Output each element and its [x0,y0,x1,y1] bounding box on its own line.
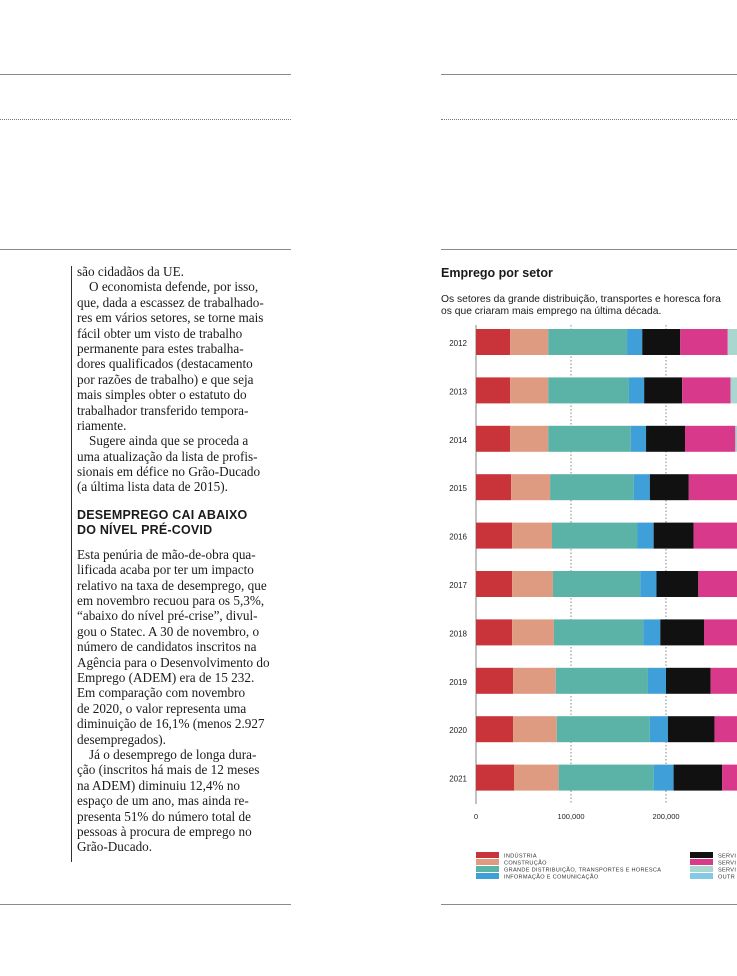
bar-segment [680,329,728,355]
bar-segment [654,765,674,791]
bar-segment [650,716,668,742]
bar-segment [548,426,631,452]
bar-segment [510,426,548,452]
text-line: espaço de um ano, mas ainda re- [77,793,249,809]
year-label: 2016 [449,532,467,542]
text-line: Grão-Ducado. [77,839,153,855]
bar-segment [476,716,513,742]
text-line: Agência para o Desenvolvimento do [77,654,270,670]
bar-segment [634,474,650,500]
bar-segment [674,765,722,791]
text-line: são cidadãos da UE. [77,264,184,279]
bar-segment [638,523,654,549]
bar-segment [476,474,511,500]
legend-label: SERVI [718,853,737,860]
legend-label: INFORMAÇÃO E COMUNICAÇÃO [504,874,599,881]
text-line: fácil obter um visto de trabalho [77,325,243,341]
bar-segment [666,668,711,694]
bar-segment [559,765,654,791]
chart-subtitle-line: Os setores da grande distribuição, transportes e horesca fora [441,294,721,305]
bar-segment [728,329,737,355]
year-label: 2013 [449,387,467,397]
chart-subtitle-line: os que criaram mais emprego na última década. [441,306,662,317]
bar-segment [513,716,557,742]
year-label: 2012 [449,339,467,348]
text-line: número de candidatos inscritos na [77,639,257,655]
text-line: presenta 51% do número total de [77,808,251,824]
bar-segment [646,426,685,452]
bar-segment [654,523,694,549]
bar-segment [556,668,648,694]
text-line: desempregados). [77,731,166,747]
text-line: pessoas à procura de emprego no [77,823,252,839]
bar-segment [657,571,699,597]
bar-segment [631,426,646,452]
text-line: em novembro recuou para os 5,3%, [77,593,265,609]
bar-segment [714,716,737,742]
bar-segment [627,329,642,355]
year-label: 2018 [449,629,467,639]
legend-swatch [476,866,499,872]
text-line: de 2020, o valor representa uma [77,700,247,716]
text-line: Sugere ainda que se proceda a [89,433,249,449]
text-line: riamente. [77,417,127,433]
x-tick-label: 200,000 [652,812,680,821]
bar-segment [514,765,559,791]
text-line: ção (inscritos há mais de 12 meses [77,762,260,778]
x-tick-label: 100,000 [557,812,585,821]
legend-swatch [476,873,499,879]
year-label: 2020 [449,726,467,736]
text-line: lificada acaba por ter um impacto [77,562,254,578]
legend-swatch [476,859,499,865]
bar-segment [476,571,512,597]
bar-segment [682,377,730,403]
legend-swatch [690,866,713,872]
bar-segment [513,668,556,694]
bar-segment [557,716,650,742]
bar-segment [512,571,553,597]
bar-segment [476,329,510,355]
legend-label: SERVI [718,867,737,874]
legend-label: CONSTRUÇÃO [504,860,547,867]
bar-segment [694,523,737,549]
text-line: dores qualificados (destacamento [77,356,253,372]
bar-segment [668,716,715,742]
legend-label: OUTR [718,874,736,881]
text-line: por razões de trabalho) e que seja [77,371,254,387]
legend-label: SERVI [718,860,737,867]
text-line: res em vários setores, se torne mais [77,310,264,326]
bar-segment [704,619,737,645]
bar-segment [722,765,737,791]
year-label: 2019 [449,677,467,687]
bar-segment [510,377,548,403]
legend-swatch [690,873,713,879]
text-line: na ADEM) diminuiu 12,4% no [77,777,241,793]
text-line: Já o desemprego de longa dura- [89,746,257,762]
subheading-line: DESEMPREGO CAI ABAIXO [77,507,248,522]
bar-segment [648,668,666,694]
bar-segment [644,377,682,403]
bar-segment [476,619,512,645]
text-line: gou o Statec. A 30 de novembro, o [77,623,260,639]
text-line: “abaixo do nível pré-crise”, divul- [77,608,258,624]
bar-segment [698,571,737,597]
bar-segment [476,765,514,791]
year-label: 2017 [449,581,467,590]
bar-segment [510,329,548,355]
text-line: Em comparação com novembro [77,685,246,701]
bar-segment [685,426,735,452]
legend-label: INDÚSTRIA [504,853,537,860]
year-label: 2014 [449,435,467,445]
text-line: Esta penúria de mão-de-obra qua- [77,546,256,562]
bar-segment [550,474,634,500]
bar-segment [689,474,737,500]
bar-segment [711,668,737,694]
text-line: O economista defende, por isso, [89,279,259,295]
bar-segment [553,571,640,597]
text-line: uma atualização da lista de profis- [77,448,258,464]
legend-label: GRANDE DISTRIBUIÇÃO, TRANSPORTES E HORESCA [504,867,662,874]
text-line: Emprego (ADEM) era de 15 232. [77,669,255,685]
bar-segment [476,426,510,452]
bar-segment [640,571,656,597]
bar-segment [552,523,638,549]
bar-segment [476,668,513,694]
text-line: relativo na taxa de desemprego, que [77,577,267,593]
text-line: diminuição de 16,1% (menos 2.927 [77,716,265,732]
bar-segment [650,474,689,500]
bar-segment [731,377,737,403]
bar-segment [512,523,552,549]
text-line: trabalhador transferido tempora- [77,402,249,418]
bar-segment [548,329,627,355]
subheading-line: DO NÍVEL PRÉ-COVID [77,522,213,537]
text-line: permanente para estes trabalha- [77,340,244,356]
bar-segment [476,377,510,403]
bar-segment [554,619,643,645]
text-line: mais simples obter o estatuto do [77,387,247,403]
x-tick-label: 0 [473,812,479,821]
legend-swatch [476,852,499,858]
bar-segment [548,377,629,403]
year-label: 2015 [449,484,467,494]
legend-swatch [690,859,713,865]
year-label: 2021 [449,774,467,784]
bar-segment [642,329,680,355]
bar-segment [660,619,704,645]
bar-segment [629,377,644,403]
text-line: (a última lista data de 2015). [77,479,228,495]
text-line: sionais em défice no Grão-Ducado [77,464,261,480]
chart-title: Emprego por setor [441,266,553,280]
bar-segment [476,523,512,549]
legend-swatch [690,852,713,858]
bar-segment [511,474,550,500]
bar-segment [643,619,660,645]
text-line: que, dada a escassez de trabalhado- [77,294,264,310]
bar-segment [512,619,554,645]
